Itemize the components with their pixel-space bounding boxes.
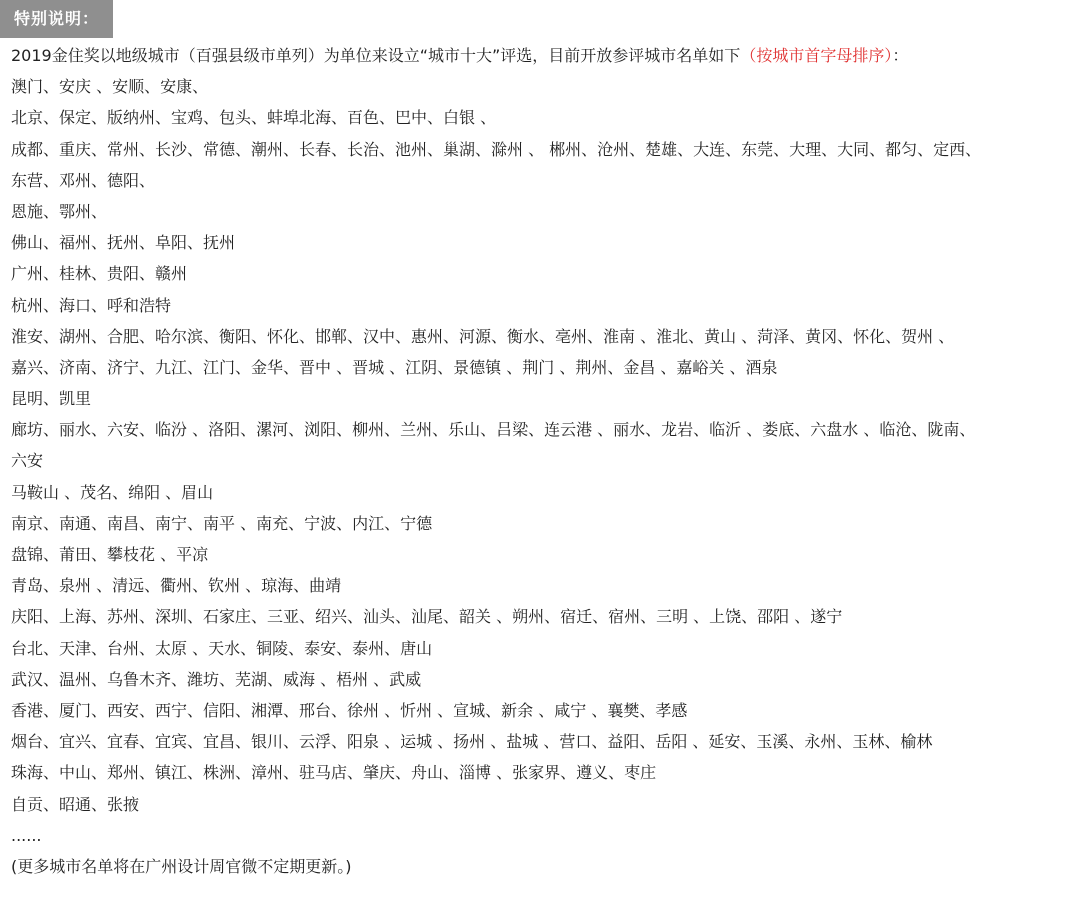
city-line: 庆阳、上海、苏州、深圳、石家庄、三亚、绍兴、汕头、汕尾、韶关 、朔州、宿迁、宿州、三明 、上饶、邵阳 、遂宁 [11, 607, 843, 627]
city-line: 北京、保定、版纳州、宝鸡、包头、蚌埠北海、百色、巴中、白银 、 [11, 108, 497, 128]
city-line: 广州、桂林、贵阳、赣州 [11, 264, 188, 284]
city-line: 珠海、中山、郑州、镇江、株洲、漳州、驻马店、肇庆、舟山、淄博 、张家界、遵义、枣庄 [11, 763, 657, 783]
city-line: 青岛、泉州 、清远、衢州、钦州 、琼海、曲靖 [11, 576, 342, 596]
city-line: 淮安、湖州、合肥、哈尔滨、衡阳、怀化、邯郸、汉中、惠州、河源、衡水、亳州、淮南 、淮北、黄山 、菏泽、黄冈、怀化、贺州 、 [11, 326, 955, 346]
ellipsis-line: ...... [11, 825, 42, 845]
city-list-document [11, 40, 1073, 882]
city-line: 佛山、福州、抚州、阜阳、抚州 [11, 233, 236, 253]
city-line: 澳门、安庆 、安顺、安康、 [11, 77, 209, 97]
city-line: 南京、南通、南昌、南宁、南平 、南充、宁波、内江、宁德 [11, 513, 433, 533]
city-line: 武汉、温州、乌鲁木齐、潍坊、芜湖、威海 、梧州 、武威 [11, 669, 422, 689]
city-line: 廊坊、丽水、六安、临汾 、洛阳、漯河、浏阳、柳州、兰州、乐山、吕梁、连云港 、丽水、龙岩、临沂 、娄底、六盘水 、临沧、陇南、 [11, 420, 976, 440]
city-line: 烟台、宜兴、宜春、宜宾、宜昌、银川、云浮、阳泉 、运城 、扬州 、盐城 、营口、益阳、岳阳 、延安、玉溪、永州、玉林、榆林 [11, 732, 933, 752]
intro-colon: ： [892, 46, 909, 65]
city-line: 恩施、鄂州、 [11, 201, 108, 221]
city-line: 杭州、海口、呼和浩特 [11, 295, 172, 315]
city-line: 自贡、昭通、张掖 [11, 794, 140, 814]
intro-text: 2019金住奖以地级城市（百强县级市单列）为单位来设立“城市十大”评选，目前开放参评城市名单如下 [11, 46, 741, 65]
city-line: 六安 [11, 451, 44, 471]
city-line: 成都、重庆、常州、长沙、常德、潮州、长春、长治、池州、巢湖、滁州 、 郴州、沧州、楚雄、大连、东莞、大理、大同、都匀、定西、 [11, 139, 982, 159]
city-line: 香港、厦门、西安、西宁、信阳、湘潭、邢台、徐州 、忻州 、宣城、新余 、咸宁 、襄樊、孝感 [11, 700, 688, 720]
city-line: 台北、天津、台州、太原 、天水、铜陵、泰安、泰州、唐山 [11, 638, 433, 658]
special-notice-badge: 特别说明： [0, 0, 113, 38]
footer-note: (更多城市名单将在广州设计周官微不定期更新。) [11, 856, 352, 876]
city-line: 昆明、凯里 [11, 389, 92, 409]
sort-order-note: （按城市首字母排序） [740, 46, 893, 65]
city-line: 东营、邓州、德阳、 [11, 170, 156, 190]
city-line: 盘锦、莆田、攀枝花 、平凉 [11, 545, 209, 564]
intro-paragraph [11, 40, 1073, 71]
city-line: 马鞍山 、茂名、绵阳 、眉山 [11, 482, 214, 502]
city-line: 嘉兴、济南、济宁、九江、江门、金华、晋中 、晋城 、江阴、景德镇 、荆门 、荆州、金昌 、嘉峪关 、酒泉 [11, 357, 778, 377]
